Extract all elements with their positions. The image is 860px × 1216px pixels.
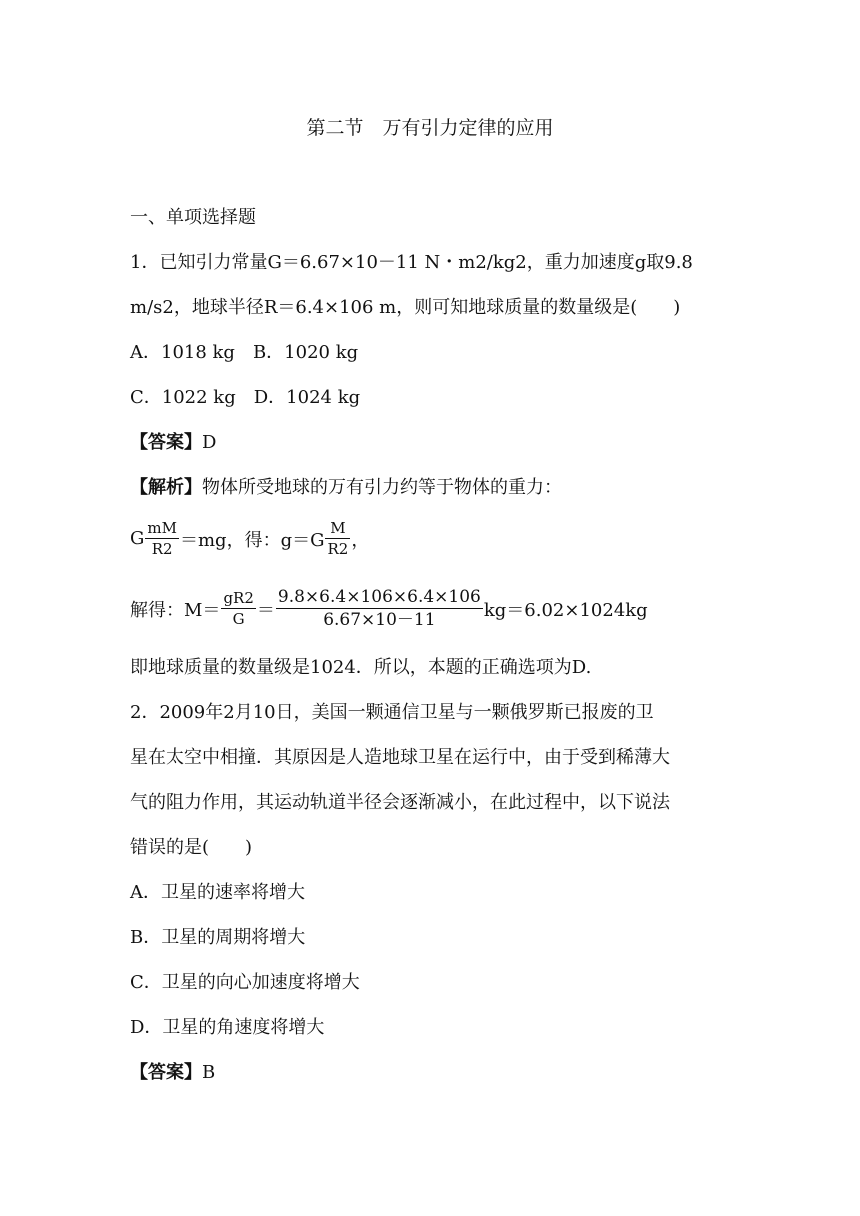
q1-answer bbox=[130, 430, 216, 456]
answer-value: B bbox=[202, 1062, 216, 1083]
fraction-numerator: M bbox=[325, 518, 350, 539]
fraction-numerator: gR2 bbox=[223, 589, 254, 607]
answer-value: D bbox=[202, 432, 217, 453]
q2-text-line-3: 气的阻力作用，其运动轨道半径会逐渐减小，在此过程中，以下说法 bbox=[130, 792, 670, 813]
q2-text-line-2: 星在太空中相撞．其原因是人造地球卫星在运行中，由于受到稀薄大 bbox=[130, 747, 670, 768]
fraction-denominator: R2 bbox=[327, 540, 349, 558]
analysis-text: 物体所受地球的万有引力约等于物体的重力： bbox=[202, 477, 562, 498]
section-heading: 一、单项选择题 bbox=[130, 207, 256, 228]
fraction-numerator: 9.8×6.4×106×6.4×106 bbox=[277, 587, 481, 607]
q1-conclusion: 即地球质量的数量级是1024．所以，本题的正确选项为D. bbox=[130, 657, 592, 678]
fraction-denominator: G bbox=[232, 610, 245, 628]
eq1-fraction-2 bbox=[325, 518, 350, 559]
eq1-end: ， bbox=[351, 529, 370, 551]
q1-analysis bbox=[130, 475, 562, 501]
answer-tag: 【答案】 bbox=[130, 1062, 202, 1083]
q1-options-ab: A．1018 kg B．1020 kg bbox=[130, 342, 359, 363]
q2-answer bbox=[130, 1060, 215, 1086]
q2-text-line-1: 2．2009年2月10日，美国一颗通信卫星与一颗俄罗斯已报废的卫 bbox=[130, 702, 654, 723]
q2-option-d: D．卫星的角速度将增大 bbox=[130, 1017, 325, 1038]
q2-option-c: C．卫星的向心加速度将增大 bbox=[130, 972, 360, 993]
q1-equation-1 bbox=[130, 518, 369, 559]
q1-text-line-1: 1．已知引力常量G＝6.67×10－11 N・m2/kg2，重力加速度g取9.8 bbox=[130, 252, 693, 273]
eq2-end: kg＝6.02×1024kg bbox=[483, 599, 648, 621]
q1-equation-2 bbox=[130, 586, 648, 631]
eq1-g: G bbox=[130, 528, 145, 549]
fraction-denominator: R2 bbox=[151, 540, 173, 558]
analysis-tag: 【解析】 bbox=[130, 477, 202, 498]
fraction-numerator: mM bbox=[147, 519, 177, 537]
answer-tag: 【答案】 bbox=[130, 432, 202, 453]
q1-options-cd: C．1022 kg D．1024 kg bbox=[130, 387, 361, 408]
eq1-middle: ＝mg，得：g＝G bbox=[179, 529, 325, 551]
eq2-fraction-2 bbox=[276, 586, 483, 631]
page-title: 第二节 万有引力定律的应用 bbox=[306, 117, 554, 139]
q1-text-line-2: m/s2，地球半径R＝6.4×106 m，则可知地球质量的数量级是( ) bbox=[130, 297, 681, 318]
q2-option-a: A．卫星的速率将增大 bbox=[130, 882, 305, 903]
eq2-equals: ＝ bbox=[256, 599, 275, 621]
q2-option-b: B．卫星的周期将增大 bbox=[130, 927, 306, 948]
fraction-denominator: 6.67×10－11 bbox=[323, 610, 436, 630]
eq2-lead: 解得：M＝ bbox=[130, 599, 221, 621]
eq2-fraction-1 bbox=[221, 588, 255, 629]
q2-text-line-4: 错误的是( ) bbox=[130, 837, 253, 858]
eq1-fraction-1 bbox=[145, 518, 179, 559]
